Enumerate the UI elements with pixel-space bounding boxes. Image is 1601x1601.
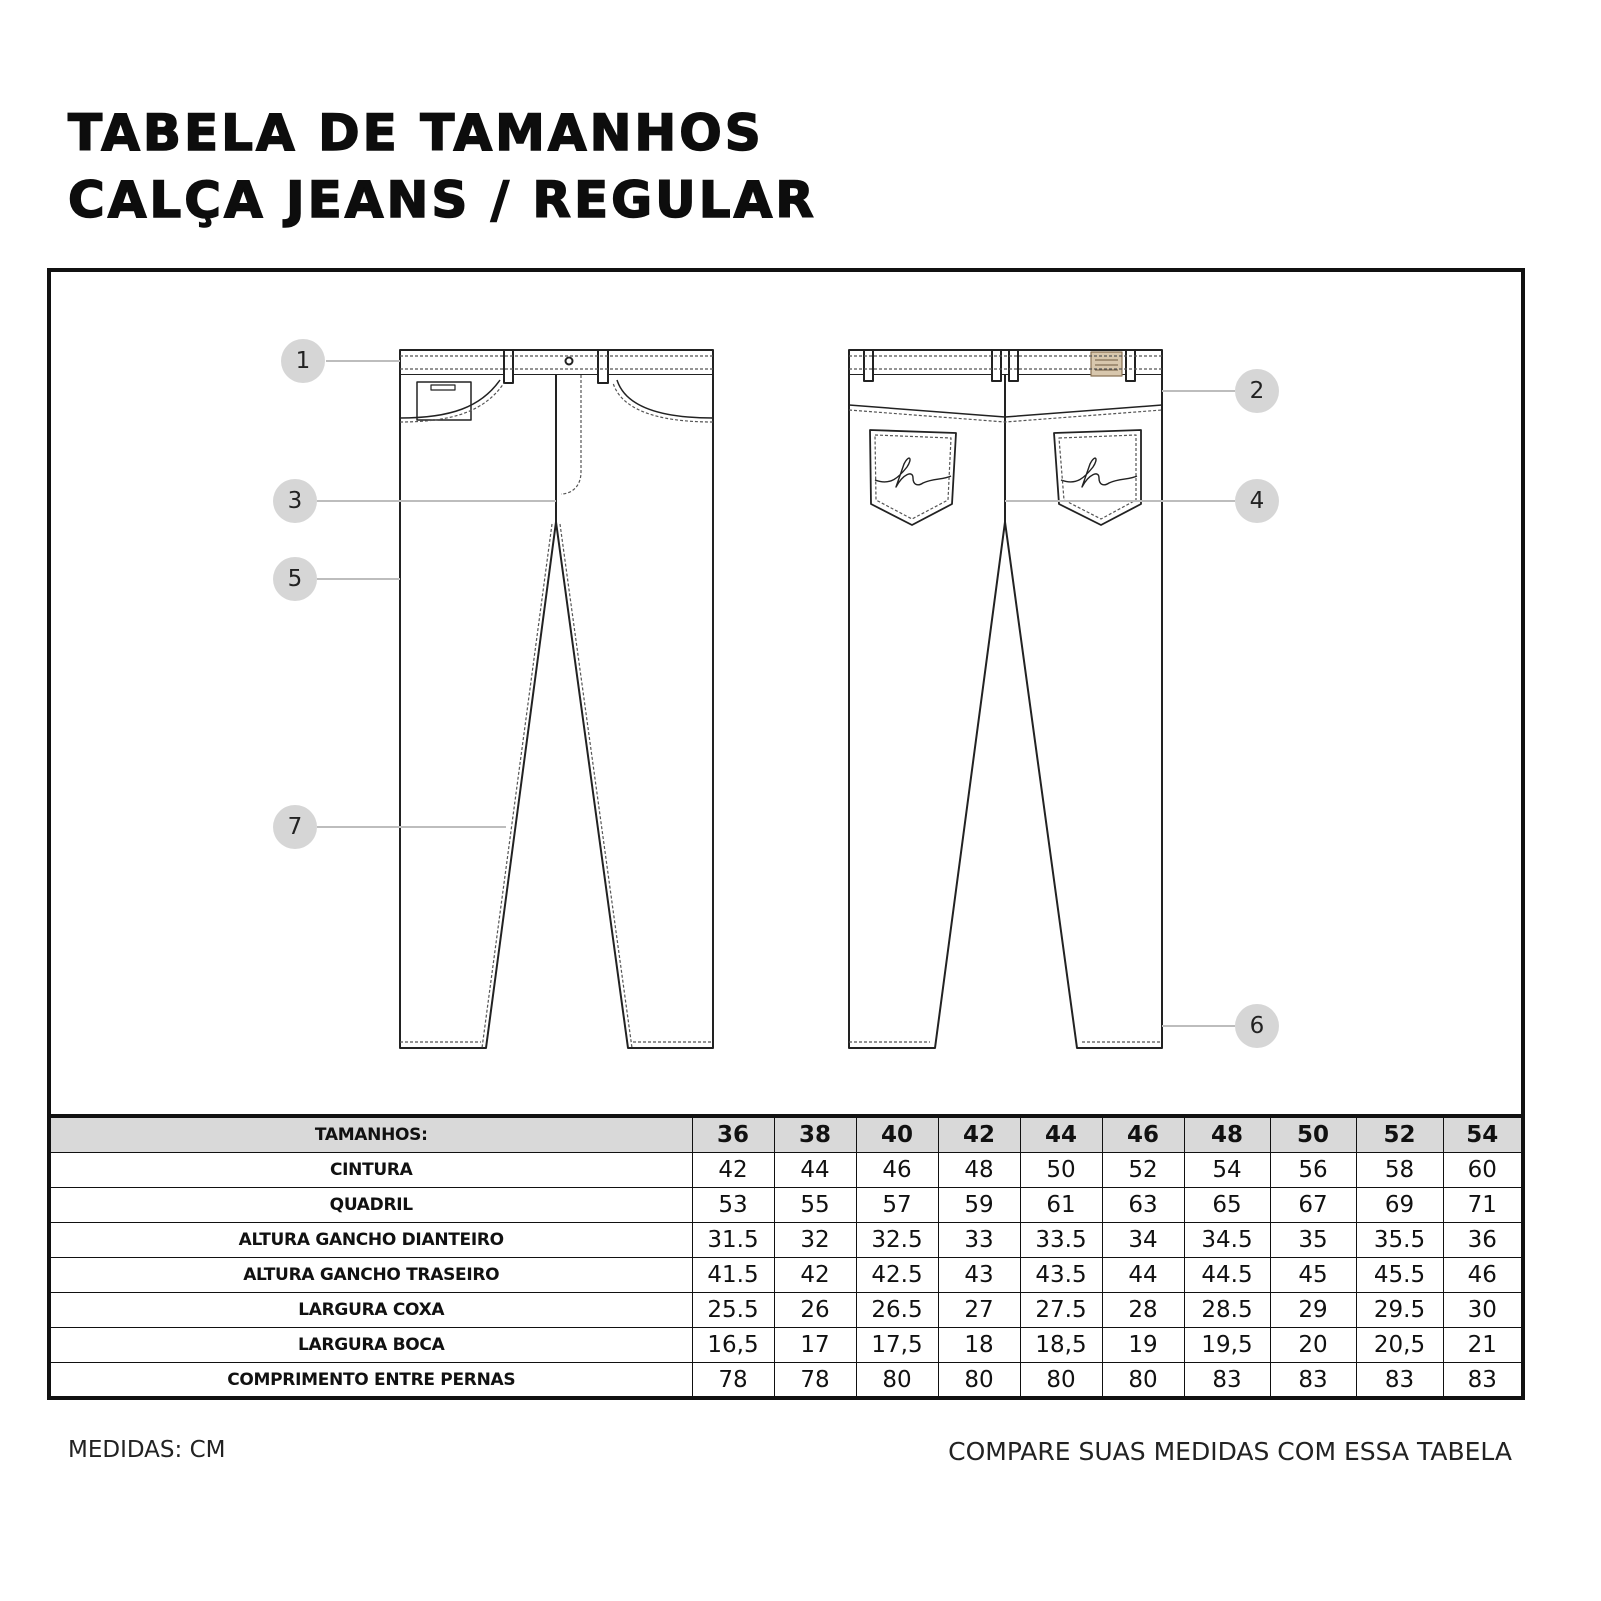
table-cell: 30 bbox=[1443, 1293, 1521, 1328]
table-cell: 57 bbox=[856, 1188, 938, 1223]
compare-note: COMPARE SUAS MEDIDAS COM ESSA TABELA bbox=[948, 1437, 1512, 1466]
size-guide-frame bbox=[47, 268, 1525, 1400]
jeans-front-view bbox=[400, 350, 713, 1048]
callout-4: 4 bbox=[1235, 479, 1279, 523]
table-cell: 71 bbox=[1443, 1188, 1521, 1223]
table-cell: 80 bbox=[1102, 1363, 1184, 1398]
table-row bbox=[51, 1258, 1521, 1293]
table-cell: 58 bbox=[1356, 1153, 1443, 1188]
table-row bbox=[51, 1153, 1521, 1188]
table-cell: 61 bbox=[1020, 1188, 1102, 1223]
size-header: 38 bbox=[774, 1116, 856, 1153]
table-cell: 29 bbox=[1270, 1293, 1356, 1328]
table-cell: 44 bbox=[1102, 1258, 1184, 1293]
callout-1: 1 bbox=[281, 339, 325, 383]
size-header: 44 bbox=[1020, 1116, 1102, 1153]
table-cell: 63 bbox=[1102, 1188, 1184, 1223]
table-cell: 36 bbox=[1443, 1223, 1521, 1258]
table-cell: 46 bbox=[1443, 1258, 1521, 1293]
table-cell: 17 bbox=[774, 1328, 856, 1363]
table-cell: 26.5 bbox=[856, 1293, 938, 1328]
table-cell: 43 bbox=[938, 1258, 1020, 1293]
table-cell: 56 bbox=[1270, 1153, 1356, 1188]
table-cell: 65 bbox=[1184, 1188, 1270, 1223]
table-cell: 33 bbox=[938, 1223, 1020, 1258]
callout-6: 6 bbox=[1235, 1004, 1279, 1048]
table-cell: 83 bbox=[1356, 1363, 1443, 1398]
table-cell: 28 bbox=[1102, 1293, 1184, 1328]
table-cell: 41.5 bbox=[692, 1258, 774, 1293]
page-title-line-1: TABELA DE TAMANHOS bbox=[68, 104, 764, 162]
table-cell: 42.5 bbox=[856, 1258, 938, 1293]
table-row bbox=[51, 1188, 1521, 1223]
table-cell: 19 bbox=[1102, 1328, 1184, 1363]
table-cell: 19,5 bbox=[1184, 1328, 1270, 1363]
table-cell: 21 bbox=[1443, 1328, 1521, 1363]
row-label: QUADRIL bbox=[51, 1188, 692, 1223]
row-label: ALTURA GANCHO DIANTEIRO bbox=[51, 1223, 692, 1258]
size-header: 48 bbox=[1184, 1116, 1270, 1153]
table-row bbox=[51, 1293, 1521, 1328]
table-cell: 50 bbox=[1020, 1153, 1102, 1188]
size-header: 54 bbox=[1443, 1116, 1521, 1153]
table-cell: 42 bbox=[692, 1153, 774, 1188]
table-header-row bbox=[51, 1116, 1521, 1153]
size-table bbox=[51, 1114, 1521, 1397]
row-label: ALTURA GANCHO TRASEIRO bbox=[51, 1258, 692, 1293]
table-cell: 27 bbox=[938, 1293, 1020, 1328]
table-cell: 43.5 bbox=[1020, 1258, 1102, 1293]
callout-2: 2 bbox=[1235, 369, 1279, 413]
table-cell: 32.5 bbox=[856, 1223, 938, 1258]
table-cell: 35.5 bbox=[1356, 1223, 1443, 1258]
row-label: LARGURA BOCA bbox=[51, 1328, 692, 1363]
table-cell: 28.5 bbox=[1184, 1293, 1270, 1328]
table-cell: 26 bbox=[774, 1293, 856, 1328]
table-cell: 60 bbox=[1443, 1153, 1521, 1188]
table-cell: 44.5 bbox=[1184, 1258, 1270, 1293]
table-cell: 53 bbox=[692, 1188, 774, 1223]
table-cell: 45 bbox=[1270, 1258, 1356, 1293]
jeans-back-view bbox=[849, 350, 1162, 1048]
table-cell: 48 bbox=[938, 1153, 1020, 1188]
table-cell: 18 bbox=[938, 1328, 1020, 1363]
table-cell: 67 bbox=[1270, 1188, 1356, 1223]
table-cell: 33.5 bbox=[1020, 1223, 1102, 1258]
callout-3: 3 bbox=[273, 479, 317, 523]
size-header: 46 bbox=[1102, 1116, 1184, 1153]
table-row bbox=[51, 1328, 1521, 1363]
jeans-drawing bbox=[51, 272, 1521, 1114]
size-header: 40 bbox=[856, 1116, 938, 1153]
table-cell: 52 bbox=[1102, 1153, 1184, 1188]
jeans-illustration bbox=[51, 272, 1521, 1114]
table-cell: 59 bbox=[938, 1188, 1020, 1223]
table-cell: 46 bbox=[856, 1153, 938, 1188]
table-cell: 32 bbox=[774, 1223, 856, 1258]
table-row bbox=[51, 1223, 1521, 1258]
table-cell: 80 bbox=[856, 1363, 938, 1398]
table-cell: 45.5 bbox=[1356, 1258, 1443, 1293]
callout-7: 7 bbox=[273, 805, 317, 849]
table-cell: 78 bbox=[774, 1363, 856, 1398]
size-header: 50 bbox=[1270, 1116, 1356, 1153]
table-cell: 34 bbox=[1102, 1223, 1184, 1258]
table-cell: 20,5 bbox=[1356, 1328, 1443, 1363]
units-note: MEDIDAS: CM bbox=[68, 1437, 226, 1463]
page-title-line-2: CALÇA JEANS / REGULAR bbox=[68, 171, 817, 229]
table-cell: 27.5 bbox=[1020, 1293, 1102, 1328]
row-label: CINTURA bbox=[51, 1153, 692, 1188]
table-cell: 25.5 bbox=[692, 1293, 774, 1328]
table-cell: 83 bbox=[1270, 1363, 1356, 1398]
table-cell: 69 bbox=[1356, 1188, 1443, 1223]
table-cell: 44 bbox=[774, 1153, 856, 1188]
table-cell: 31.5 bbox=[692, 1223, 774, 1258]
table-cell: 42 bbox=[774, 1258, 856, 1293]
size-header: 42 bbox=[938, 1116, 1020, 1153]
header-label: TAMANHOS: bbox=[51, 1116, 692, 1153]
table-cell: 83 bbox=[1184, 1363, 1270, 1398]
table-cell: 80 bbox=[1020, 1363, 1102, 1398]
table-cell: 16,5 bbox=[692, 1328, 774, 1363]
table-cell: 17,5 bbox=[856, 1328, 938, 1363]
table-cell: 54 bbox=[1184, 1153, 1270, 1188]
table-cell: 29.5 bbox=[1356, 1293, 1443, 1328]
table-cell: 18,5 bbox=[1020, 1328, 1102, 1363]
table-cell: 83 bbox=[1443, 1363, 1521, 1398]
table-cell: 78 bbox=[692, 1363, 774, 1398]
row-label: LARGURA COXA bbox=[51, 1293, 692, 1328]
table-cell: 35 bbox=[1270, 1223, 1356, 1258]
callout-5: 5 bbox=[273, 557, 317, 601]
table-cell: 80 bbox=[938, 1363, 1020, 1398]
size-header: 36 bbox=[692, 1116, 774, 1153]
table-cell: 34.5 bbox=[1184, 1223, 1270, 1258]
table-row bbox=[51, 1363, 1521, 1398]
table-cell: 55 bbox=[774, 1188, 856, 1223]
table-cell: 20 bbox=[1270, 1328, 1356, 1363]
row-label: COMPRIMENTO ENTRE PERNAS bbox=[51, 1363, 692, 1398]
size-header: 52 bbox=[1356, 1116, 1443, 1153]
